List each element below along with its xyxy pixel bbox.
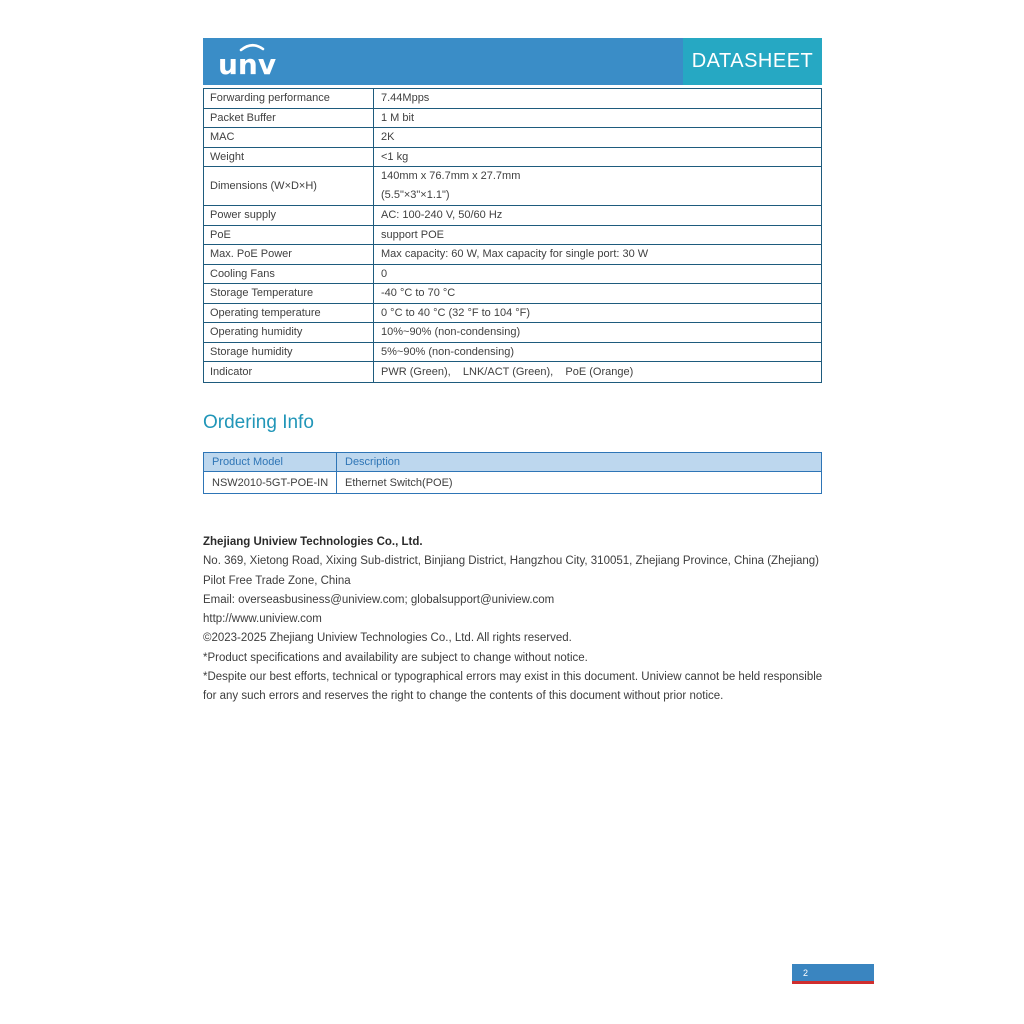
copyright-line: ©2023-2025 Zhejiang Uniview Technologies Co., Ltd. All rights reserved. bbox=[203, 632, 572, 645]
table-row bbox=[204, 245, 821, 265]
spec-label: Max. PoE Power bbox=[204, 245, 374, 264]
table-row bbox=[204, 362, 821, 382]
table-row bbox=[204, 226, 821, 246]
website-url: http://www.uniview.com bbox=[203, 613, 322, 626]
company-address: No. 369, Xietong Road, Xixing Sub-district, Binjiang District, Hangzhou City, 310051, Zhejiang Province, China (Zhejiang) Pilot Free Trade Zone, China bbox=[203, 555, 819, 587]
datasheet-banner-label: DATASHEET bbox=[691, 50, 814, 72]
spec-value: 7.44Mpps bbox=[381, 92, 430, 105]
spec-value: 2K bbox=[381, 131, 395, 144]
table-row bbox=[204, 343, 821, 363]
spec-label: PoE bbox=[204, 226, 374, 245]
spec-value: 10%~90% (non-condensing) bbox=[381, 326, 521, 339]
product-model-cell: NSW2010-5GT-POE-IN bbox=[204, 472, 337, 493]
spec-value: -40 °C to 70 °C bbox=[381, 287, 456, 300]
unv-logo-icon bbox=[217, 43, 291, 86]
spec-label: Weight bbox=[204, 148, 374, 167]
ordering-header-row bbox=[204, 453, 821, 472]
description-cell: Ethernet Switch(POE) bbox=[345, 476, 453, 489]
table-row bbox=[204, 284, 821, 304]
spec-label: Indicator bbox=[204, 362, 374, 382]
column-header-description: Description bbox=[345, 456, 401, 468]
dimensions-line-2: (5.5"×3"×1.1") bbox=[381, 189, 450, 201]
spec-label: Cooling Fans bbox=[204, 265, 374, 284]
footer-block bbox=[203, 533, 823, 707]
table-row bbox=[204, 304, 821, 324]
spec-label: Operating humidity bbox=[204, 323, 374, 342]
spec-value: AC: 100-240 V, 50/60 Hz bbox=[381, 209, 503, 222]
column-header-product-model: Product Model bbox=[204, 453, 337, 471]
spec-value: Max capacity: 60 W, Max capacity for single port: 30 W bbox=[381, 248, 649, 261]
spec-label: Operating temperature bbox=[204, 304, 374, 323]
spec-value: 0 °C to 40 °C (32 °F to 104 °F) bbox=[381, 306, 531, 319]
spec-value: 0 bbox=[381, 267, 388, 280]
disclaimer-note-1: *Product specifications and availability are subject to change without notice. bbox=[203, 651, 588, 664]
spec-value: 1 M bit bbox=[381, 111, 415, 124]
spec-label: Storage Temperature bbox=[204, 284, 374, 303]
spec-label: Storage humidity bbox=[204, 343, 374, 362]
header-band bbox=[203, 38, 822, 85]
table-row bbox=[204, 89, 821, 109]
spec-label: Forwarding performance bbox=[204, 89, 374, 108]
page-number-box bbox=[792, 964, 874, 984]
spec-value: support POE bbox=[381, 228, 444, 241]
table-row bbox=[204, 109, 821, 129]
contact-email: Email: overseasbusiness@uniview.com; globalsupport@uniview.com bbox=[203, 593, 555, 606]
svg-text:unv: unv bbox=[218, 48, 277, 81]
spec-value: 5%~90% (non-condensing) bbox=[381, 345, 515, 358]
ordering-info-heading: Ordering Info bbox=[203, 412, 314, 433]
datasheet-banner bbox=[683, 38, 822, 85]
spec-label: MAC bbox=[204, 128, 374, 147]
table-row bbox=[204, 472, 821, 493]
spec-value: <1 kg bbox=[381, 150, 409, 163]
ordering-table bbox=[203, 452, 822, 494]
spec-value bbox=[374, 167, 821, 205]
table-row bbox=[204, 265, 821, 285]
dimensions-line-1: 140mm x 76.7mm x 27.7mm bbox=[381, 170, 521, 182]
spec-table bbox=[203, 88, 822, 383]
page-number: 2 bbox=[803, 967, 809, 978]
spec-label: Dimensions (W×D×H) bbox=[204, 167, 374, 205]
table-row bbox=[204, 128, 821, 148]
table-row bbox=[204, 323, 821, 343]
table-row bbox=[204, 206, 821, 226]
spec-label: Packet Buffer bbox=[204, 109, 374, 128]
spec-value: PWR (Green), LNK/ACT (Green), PoE (Orange) bbox=[381, 365, 634, 378]
spec-label: Power supply bbox=[204, 206, 374, 225]
table-row bbox=[204, 148, 821, 168]
table-row bbox=[204, 167, 821, 206]
company-name: Zhejiang Uniview Technologies Co., Ltd. bbox=[203, 536, 423, 548]
disclaimer-note-2: *Despite our best efforts, technical or typographical errors may exist in this document. Uniview cannot be held responsible for any such errors and reserves the right to change the contents of this document without prior notice. bbox=[203, 671, 823, 703]
